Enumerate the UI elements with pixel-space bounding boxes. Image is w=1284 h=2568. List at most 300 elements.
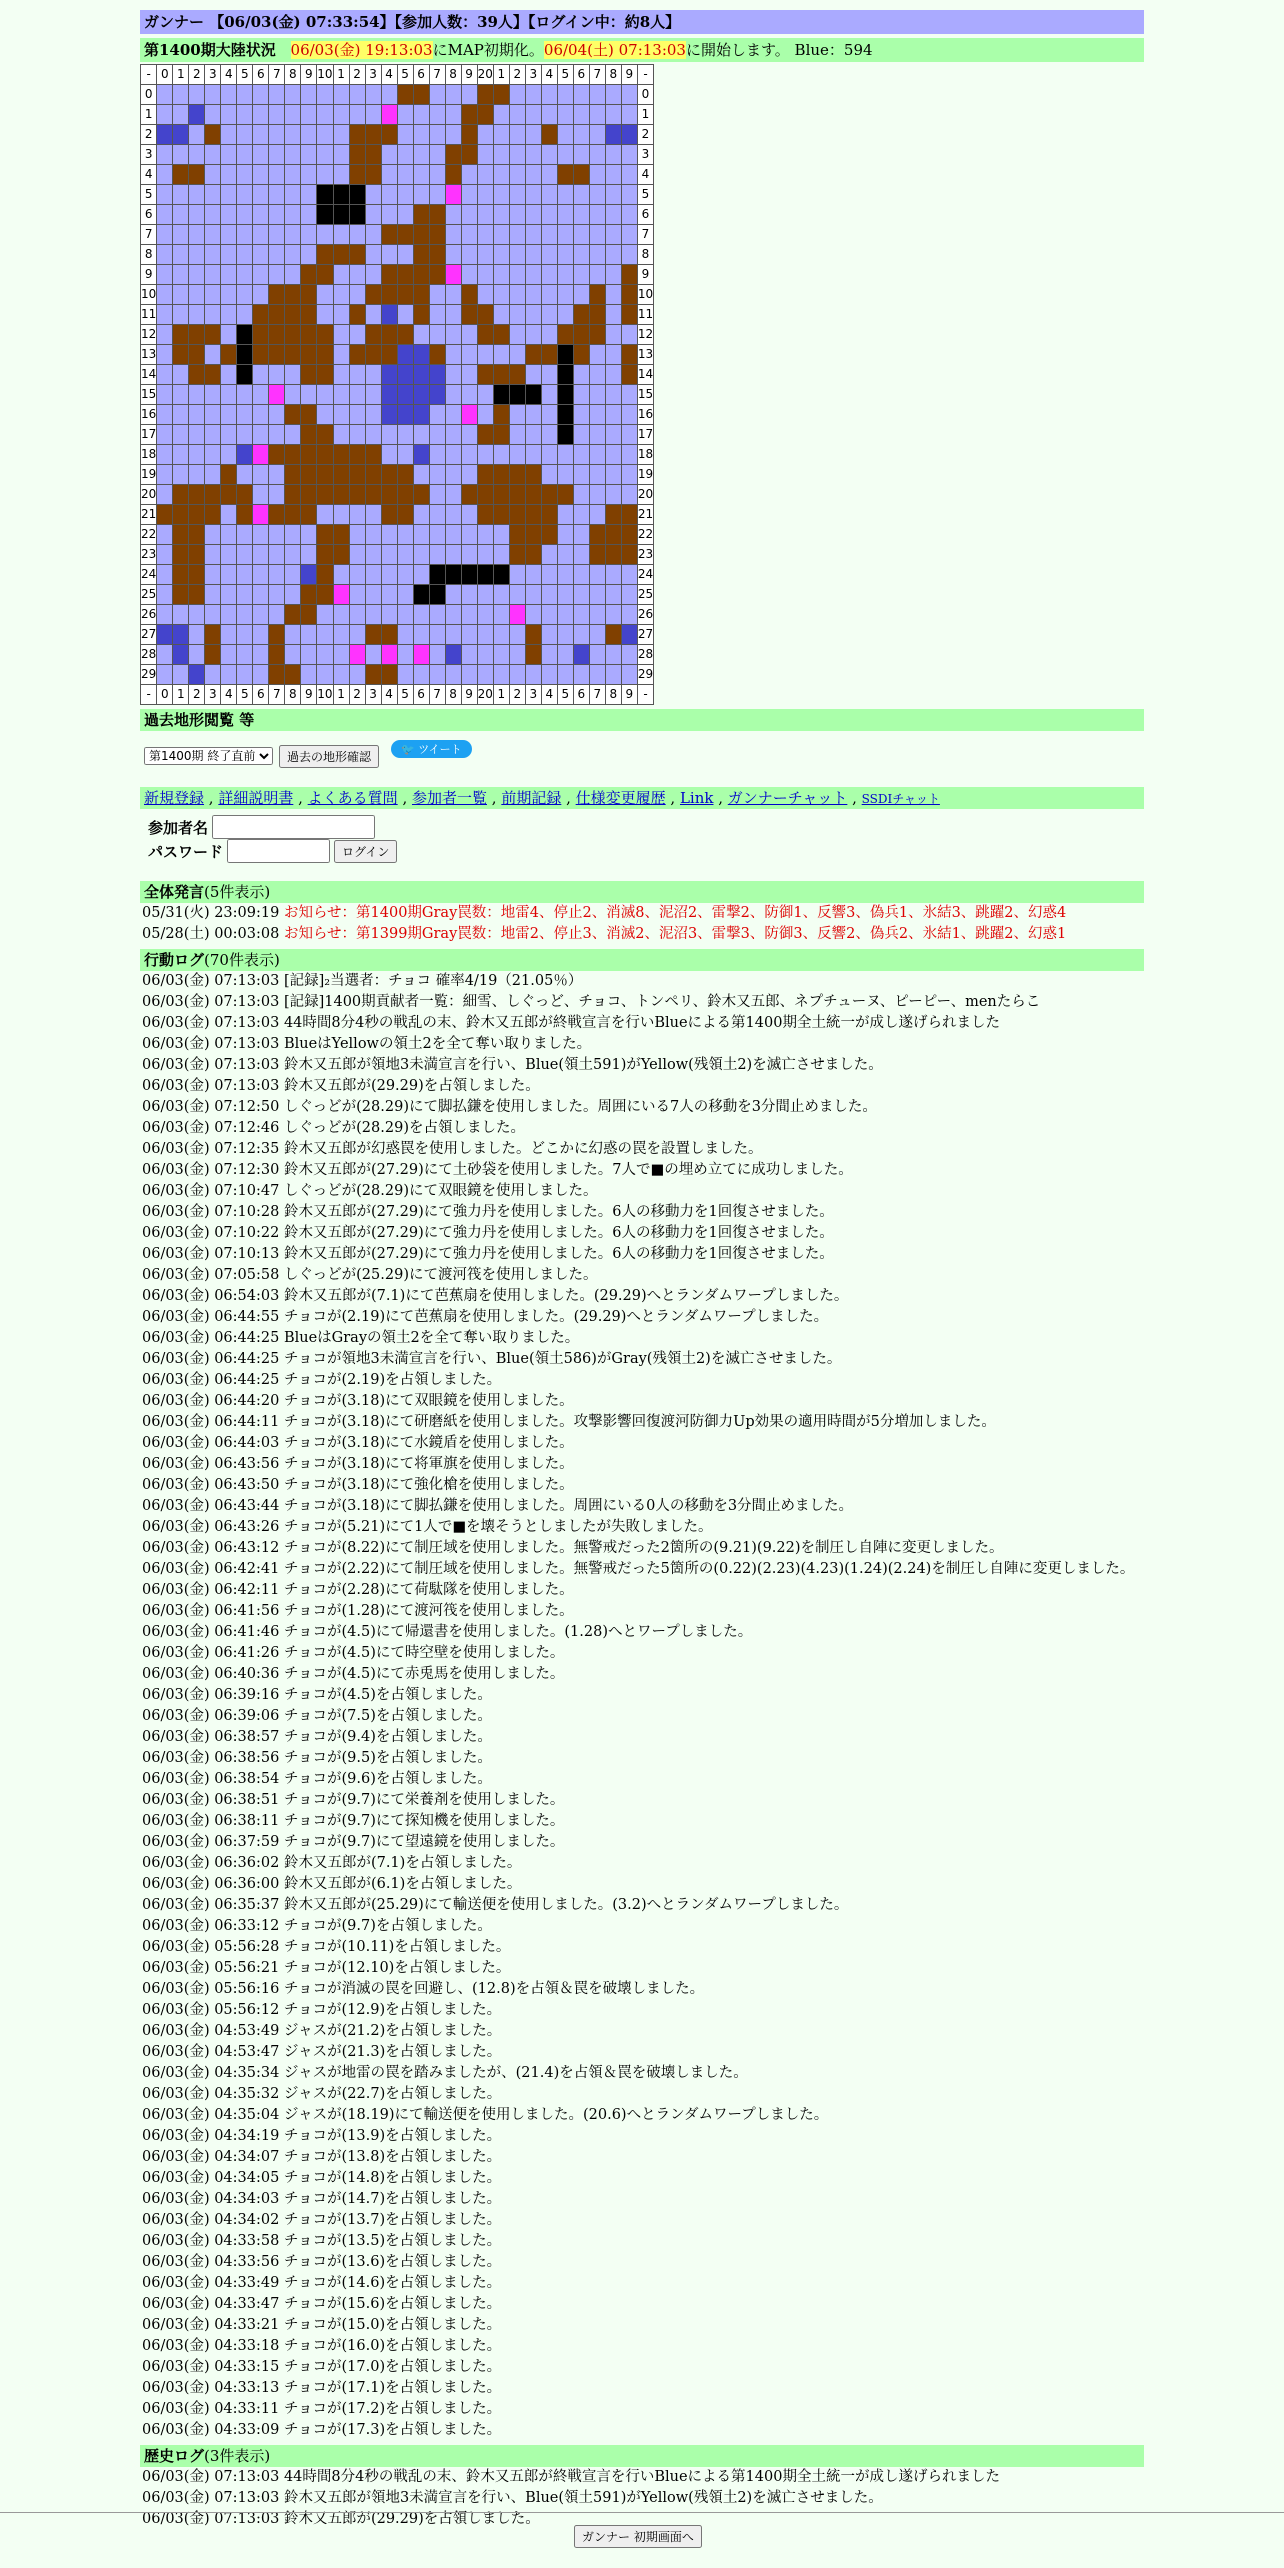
map-cell[interactable]: [509, 205, 525, 225]
map-cell[interactable]: [573, 645, 589, 665]
map-cell[interactable]: [429, 265, 445, 285]
map-cell[interactable]: [509, 105, 525, 125]
map-cell[interactable]: [397, 525, 413, 545]
map-cell[interactable]: [461, 285, 477, 305]
map-cell[interactable]: [365, 85, 381, 105]
map-cell[interactable]: [285, 405, 301, 425]
map-cell[interactable]: [285, 565, 301, 585]
map-cell[interactable]: [333, 205, 349, 225]
map-cell[interactable]: [493, 565, 509, 585]
map-cell[interactable]: [285, 105, 301, 125]
map-cell[interactable]: [525, 545, 541, 565]
map-cell[interactable]: [525, 625, 541, 645]
map-cell[interactable]: [173, 285, 189, 305]
map-cell[interactable]: [493, 225, 509, 245]
map-cell[interactable]: [589, 205, 605, 225]
map-cell[interactable]: [429, 645, 445, 665]
map-cell[interactable]: [189, 545, 205, 565]
map-cell[interactable]: [621, 425, 637, 445]
map-cell[interactable]: [445, 505, 461, 525]
map-cell[interactable]: [349, 245, 365, 265]
map-cell[interactable]: [381, 205, 397, 225]
map-cell[interactable]: [493, 465, 509, 485]
past-term-select[interactable]: [144, 747, 273, 765]
map-cell[interactable]: [621, 145, 637, 165]
map-cell[interactable]: [397, 365, 413, 385]
map-cell[interactable]: [477, 345, 493, 365]
map-cell[interactable]: [173, 145, 189, 165]
map-cell[interactable]: [509, 645, 525, 665]
map-cell[interactable]: [237, 345, 253, 365]
map-cell[interactable]: [237, 365, 253, 385]
map-cell[interactable]: [397, 565, 413, 585]
map-cell[interactable]: [221, 105, 237, 125]
map-cell[interactable]: [493, 585, 509, 605]
map-cell[interactable]: [365, 145, 381, 165]
map-cell[interactable]: [445, 265, 461, 285]
map-cell[interactable]: [189, 445, 205, 465]
map-cell[interactable]: [557, 525, 573, 545]
map-cell[interactable]: [445, 625, 461, 645]
map-cell[interactable]: [189, 285, 205, 305]
map-cell[interactable]: [509, 185, 525, 205]
map-cell[interactable]: [253, 85, 269, 105]
map-cell[interactable]: [605, 625, 621, 645]
map-cell[interactable]: [557, 165, 573, 185]
map-cell[interactable]: [253, 105, 269, 125]
map-cell[interactable]: [605, 225, 621, 245]
map-cell[interactable]: [285, 645, 301, 665]
map-cell[interactable]: [189, 185, 205, 205]
map-cell[interactable]: [317, 625, 333, 645]
map-cell[interactable]: [301, 645, 317, 665]
map-cell[interactable]: [173, 485, 189, 505]
map-cell[interactable]: [557, 385, 573, 405]
map-cell[interactable]: [413, 325, 429, 345]
map-cell[interactable]: [397, 345, 413, 365]
map-cell[interactable]: [621, 325, 637, 345]
map-cell[interactable]: [413, 585, 429, 605]
map-cell[interactable]: [621, 665, 637, 685]
map-cell[interactable]: [621, 205, 637, 225]
map-cell[interactable]: [301, 145, 317, 165]
map-cell[interactable]: [461, 105, 477, 125]
map-cell[interactable]: [445, 525, 461, 545]
map-cell[interactable]: [477, 105, 493, 125]
map-cell[interactable]: [253, 485, 269, 505]
map-cell[interactable]: [525, 225, 541, 245]
map-cell[interactable]: [589, 105, 605, 125]
map-cell[interactable]: [509, 485, 525, 505]
map-cell[interactable]: [189, 325, 205, 345]
map-cell[interactable]: [349, 625, 365, 645]
map-cell[interactable]: [221, 445, 237, 465]
map-cell[interactable]: [237, 325, 253, 345]
map-cell[interactable]: [301, 345, 317, 365]
map-cell[interactable]: [269, 265, 285, 285]
map-cell[interactable]: [429, 225, 445, 245]
map-cell[interactable]: [237, 285, 253, 305]
map-cell[interactable]: [541, 485, 557, 505]
map-cell[interactable]: [557, 625, 573, 645]
map-cell[interactable]: [461, 305, 477, 325]
map-cell[interactable]: [349, 445, 365, 465]
map-cell[interactable]: [317, 125, 333, 145]
map-cell[interactable]: [525, 405, 541, 425]
map-cell[interactable]: [605, 525, 621, 545]
map-cell[interactable]: [557, 285, 573, 305]
map-cell[interactable]: [381, 665, 397, 685]
map-cell[interactable]: [205, 425, 221, 445]
map-cell[interactable]: [269, 345, 285, 365]
map-cell[interactable]: [317, 405, 333, 425]
map-cell[interactable]: [589, 605, 605, 625]
map-cell[interactable]: [413, 545, 429, 565]
map-cell[interactable]: [621, 285, 637, 305]
map-cell[interactable]: [509, 445, 525, 465]
map-cell[interactable]: [397, 645, 413, 665]
map-cell[interactable]: [557, 185, 573, 205]
map-cell[interactable]: [573, 625, 589, 645]
map-cell[interactable]: [589, 365, 605, 385]
map-cell[interactable]: [525, 565, 541, 585]
map-cell[interactable]: [301, 365, 317, 385]
map-cell[interactable]: [461, 245, 477, 265]
map-cell[interactable]: [157, 205, 173, 225]
map-cell[interactable]: [525, 205, 541, 225]
map-cell[interactable]: [205, 465, 221, 485]
map-cell[interactable]: [269, 365, 285, 385]
map-cell[interactable]: [541, 545, 557, 565]
map-cell[interactable]: [461, 165, 477, 185]
map-cell[interactable]: [237, 145, 253, 165]
map-cell[interactable]: [493, 605, 509, 625]
map-cell[interactable]: [317, 165, 333, 185]
map-cell[interactable]: [205, 285, 221, 305]
map-cell[interactable]: [509, 545, 525, 565]
map-cell[interactable]: [509, 385, 525, 405]
map-cell[interactable]: [589, 525, 605, 545]
map-cell[interactable]: [541, 645, 557, 665]
map-cell[interactable]: [333, 425, 349, 445]
map-cell[interactable]: [317, 665, 333, 685]
map-cell[interactable]: [541, 325, 557, 345]
map-cell[interactable]: [381, 465, 397, 485]
map-cell[interactable]: [253, 245, 269, 265]
map-cell[interactable]: [349, 465, 365, 485]
map-cell[interactable]: [205, 145, 221, 165]
map-cell[interactable]: [573, 605, 589, 625]
map-cell[interactable]: [205, 305, 221, 325]
nav-link[interactable]: 仕様変更履歴: [575, 789, 666, 807]
map-cell[interactable]: [269, 485, 285, 505]
map-cell[interactable]: [333, 565, 349, 585]
map-cell[interactable]: [301, 265, 317, 285]
map-cell[interactable]: [541, 605, 557, 625]
map-cell[interactable]: [365, 245, 381, 265]
map-cell[interactable]: [461, 465, 477, 485]
map-cell[interactable]: [285, 525, 301, 545]
map-cell[interactable]: [173, 345, 189, 365]
map-cell[interactable]: [253, 185, 269, 205]
map-cell[interactable]: [301, 105, 317, 125]
nav-link[interactable]: 詳細説明書: [218, 789, 294, 807]
map-cell[interactable]: [605, 325, 621, 345]
map-cell[interactable]: [253, 265, 269, 285]
map-cell[interactable]: [173, 665, 189, 685]
map-cell[interactable]: [493, 505, 509, 525]
map-cell[interactable]: [205, 165, 221, 185]
map-cell[interactable]: [461, 665, 477, 685]
map-cell[interactable]: [205, 545, 221, 565]
map-cell[interactable]: [397, 165, 413, 185]
map-cell[interactable]: [333, 285, 349, 305]
map-cell[interactable]: [493, 485, 509, 505]
map-cell[interactable]: [525, 645, 541, 665]
nav-link[interactable]: 前期記録: [501, 789, 562, 807]
map-cell[interactable]: [189, 405, 205, 425]
map-cell[interactable]: [429, 305, 445, 325]
map-cell[interactable]: [541, 465, 557, 485]
map-cell[interactable]: [349, 485, 365, 505]
map-cell[interactable]: [189, 245, 205, 265]
map-cell[interactable]: [285, 305, 301, 325]
map-cell[interactable]: [397, 85, 413, 105]
map-cell[interactable]: [397, 485, 413, 505]
map-cell[interactable]: [333, 305, 349, 325]
map-cell[interactable]: [317, 445, 333, 465]
map-cell[interactable]: [461, 545, 477, 565]
map-cell[interactable]: [381, 105, 397, 125]
map-cell[interactable]: [381, 325, 397, 345]
map-cell[interactable]: [285, 265, 301, 285]
map-cell[interactable]: [525, 245, 541, 265]
map-cell[interactable]: [189, 125, 205, 145]
map-cell[interactable]: [429, 365, 445, 385]
map-cell[interactable]: [429, 445, 445, 465]
map-cell[interactable]: [205, 665, 221, 685]
map-cell[interactable]: [285, 585, 301, 605]
map-cell[interactable]: [493, 285, 509, 305]
map-cell[interactable]: [573, 445, 589, 465]
map-cell[interactable]: [221, 625, 237, 645]
map-cell[interactable]: [269, 605, 285, 625]
map-cell[interactable]: [301, 245, 317, 265]
map-cell[interactable]: [445, 325, 461, 345]
map-cell[interactable]: [157, 325, 173, 345]
map-cell[interactable]: [173, 245, 189, 265]
map-cell[interactable]: [573, 145, 589, 165]
map-cell[interactable]: [429, 105, 445, 125]
map-cell[interactable]: [237, 665, 253, 685]
map-cell[interactable]: [413, 445, 429, 465]
map-cell[interactable]: [573, 205, 589, 225]
map-cell[interactable]: [413, 665, 429, 685]
map-cell[interactable]: [253, 125, 269, 145]
map-cell[interactable]: [477, 645, 493, 665]
map-cell[interactable]: [557, 85, 573, 105]
map-cell[interactable]: [605, 285, 621, 305]
map-cell[interactable]: [477, 325, 493, 345]
map-cell[interactable]: [301, 305, 317, 325]
map-cell[interactable]: [253, 285, 269, 305]
map-cell[interactable]: [493, 625, 509, 645]
map-cell[interactable]: [221, 525, 237, 545]
map-cell[interactable]: [349, 525, 365, 545]
login-button[interactable]: ログイン: [334, 840, 397, 863]
map-cell[interactable]: [589, 645, 605, 665]
map-cell[interactable]: [189, 565, 205, 585]
map-cell[interactable]: [317, 425, 333, 445]
map-cell[interactable]: [317, 485, 333, 505]
map-cell[interactable]: [509, 585, 525, 605]
map-cell[interactable]: [317, 145, 333, 165]
map-cell[interactable]: [413, 425, 429, 445]
map-cell[interactable]: [173, 445, 189, 465]
map-cell[interactable]: [493, 185, 509, 205]
map-cell[interactable]: [173, 505, 189, 525]
map-cell[interactable]: [605, 205, 621, 225]
map-cell[interactable]: [589, 465, 605, 485]
map-cell[interactable]: [621, 385, 637, 405]
map-cell[interactable]: [237, 385, 253, 405]
map-cell[interactable]: [621, 345, 637, 365]
map-cell[interactable]: [541, 145, 557, 165]
map-cell[interactable]: [541, 585, 557, 605]
map-cell[interactable]: [365, 625, 381, 645]
map-cell[interactable]: [541, 445, 557, 465]
map-cell[interactable]: [189, 525, 205, 545]
map-cell[interactable]: [173, 265, 189, 285]
map-cell[interactable]: [621, 465, 637, 485]
map-cell[interactable]: [605, 485, 621, 505]
map-cell[interactable]: [509, 165, 525, 185]
map-cell[interactable]: [445, 585, 461, 605]
map-cell[interactable]: [589, 625, 605, 645]
map-cell[interactable]: [621, 485, 637, 505]
map-cell[interactable]: [349, 145, 365, 165]
map-cell[interactable]: [381, 505, 397, 525]
map-cell[interactable]: [301, 525, 317, 545]
map-cell[interactable]: [285, 325, 301, 345]
map-cell[interactable]: [269, 505, 285, 525]
map-cell[interactable]: [349, 265, 365, 285]
map-cell[interactable]: [173, 105, 189, 125]
map-cell[interactable]: [381, 565, 397, 585]
map-cell[interactable]: [605, 405, 621, 425]
map-cell[interactable]: [397, 585, 413, 605]
map-cell[interactable]: [381, 285, 397, 305]
map-cell[interactable]: [205, 125, 221, 145]
map-cell[interactable]: [413, 465, 429, 485]
map-cell[interactable]: [477, 185, 493, 205]
map-cell[interactable]: [285, 165, 301, 185]
map-cell[interactable]: [205, 245, 221, 265]
map-cell[interactable]: [333, 265, 349, 285]
map-cell[interactable]: [237, 525, 253, 545]
map-cell[interactable]: [237, 465, 253, 485]
map-cell[interactable]: [365, 105, 381, 125]
map-cell[interactable]: [237, 565, 253, 585]
map-cell[interactable]: [525, 345, 541, 365]
map-cell[interactable]: [541, 225, 557, 245]
map-cell[interactable]: [589, 385, 605, 405]
map-cell[interactable]: [621, 645, 637, 665]
map-cell[interactable]: [605, 345, 621, 365]
map-cell[interactable]: [269, 145, 285, 165]
map-cell[interactable]: [461, 85, 477, 105]
map-cell[interactable]: [397, 305, 413, 325]
map-cell[interactable]: [413, 165, 429, 185]
map-cell[interactable]: [317, 265, 333, 285]
map-cell[interactable]: [221, 585, 237, 605]
map-cell[interactable]: [317, 605, 333, 625]
map-cell[interactable]: [365, 185, 381, 205]
map-cell[interactable]: [205, 525, 221, 545]
map-cell[interactable]: [253, 325, 269, 345]
map-cell[interactable]: [477, 265, 493, 285]
map-cell[interactable]: [269, 325, 285, 345]
map-cell[interactable]: [429, 185, 445, 205]
map-cell[interactable]: [621, 225, 637, 245]
map-cell[interactable]: [477, 405, 493, 425]
map-cell[interactable]: [333, 605, 349, 625]
map-cell[interactable]: [221, 165, 237, 185]
map-cell[interactable]: [621, 505, 637, 525]
map-cell[interactable]: [237, 625, 253, 645]
map-cell[interactable]: [621, 105, 637, 125]
map-cell[interactable]: [493, 425, 509, 445]
map-cell[interactable]: [413, 85, 429, 105]
map-cell[interactable]: [349, 225, 365, 245]
map-cell[interactable]: [445, 285, 461, 305]
map-cell[interactable]: [221, 565, 237, 585]
map-cell[interactable]: [557, 105, 573, 125]
map-cell[interactable]: [445, 545, 461, 565]
map-cell[interactable]: [285, 285, 301, 305]
map-cell[interactable]: [189, 645, 205, 665]
map-cell[interactable]: [525, 365, 541, 385]
map-cell[interactable]: [157, 125, 173, 145]
map-cell[interactable]: [173, 425, 189, 445]
map-cell[interactable]: [349, 185, 365, 205]
map-cell[interactable]: [477, 665, 493, 685]
map-cell[interactable]: [301, 605, 317, 625]
map-cell[interactable]: [205, 225, 221, 245]
map-cell[interactable]: [621, 605, 637, 625]
map-cell[interactable]: [525, 585, 541, 605]
map-cell[interactable]: [381, 385, 397, 405]
map-cell[interactable]: [605, 165, 621, 185]
map-cell[interactable]: [333, 365, 349, 385]
map-cell[interactable]: [605, 385, 621, 405]
map-cell[interactable]: [605, 445, 621, 465]
map-cell[interactable]: [589, 665, 605, 685]
map-cell[interactable]: [253, 145, 269, 165]
map-cell[interactable]: [269, 305, 285, 325]
map-cell[interactable]: [413, 525, 429, 545]
map-cell[interactable]: [605, 305, 621, 325]
map-cell[interactable]: [589, 485, 605, 505]
map-cell[interactable]: [621, 545, 637, 565]
map-cell[interactable]: [173, 625, 189, 645]
map-cell[interactable]: [157, 225, 173, 245]
map-cell[interactable]: [605, 85, 621, 105]
map-cell[interactable]: [461, 645, 477, 665]
map-cell[interactable]: [301, 485, 317, 505]
map-cell[interactable]: [301, 625, 317, 645]
map-cell[interactable]: [157, 265, 173, 285]
